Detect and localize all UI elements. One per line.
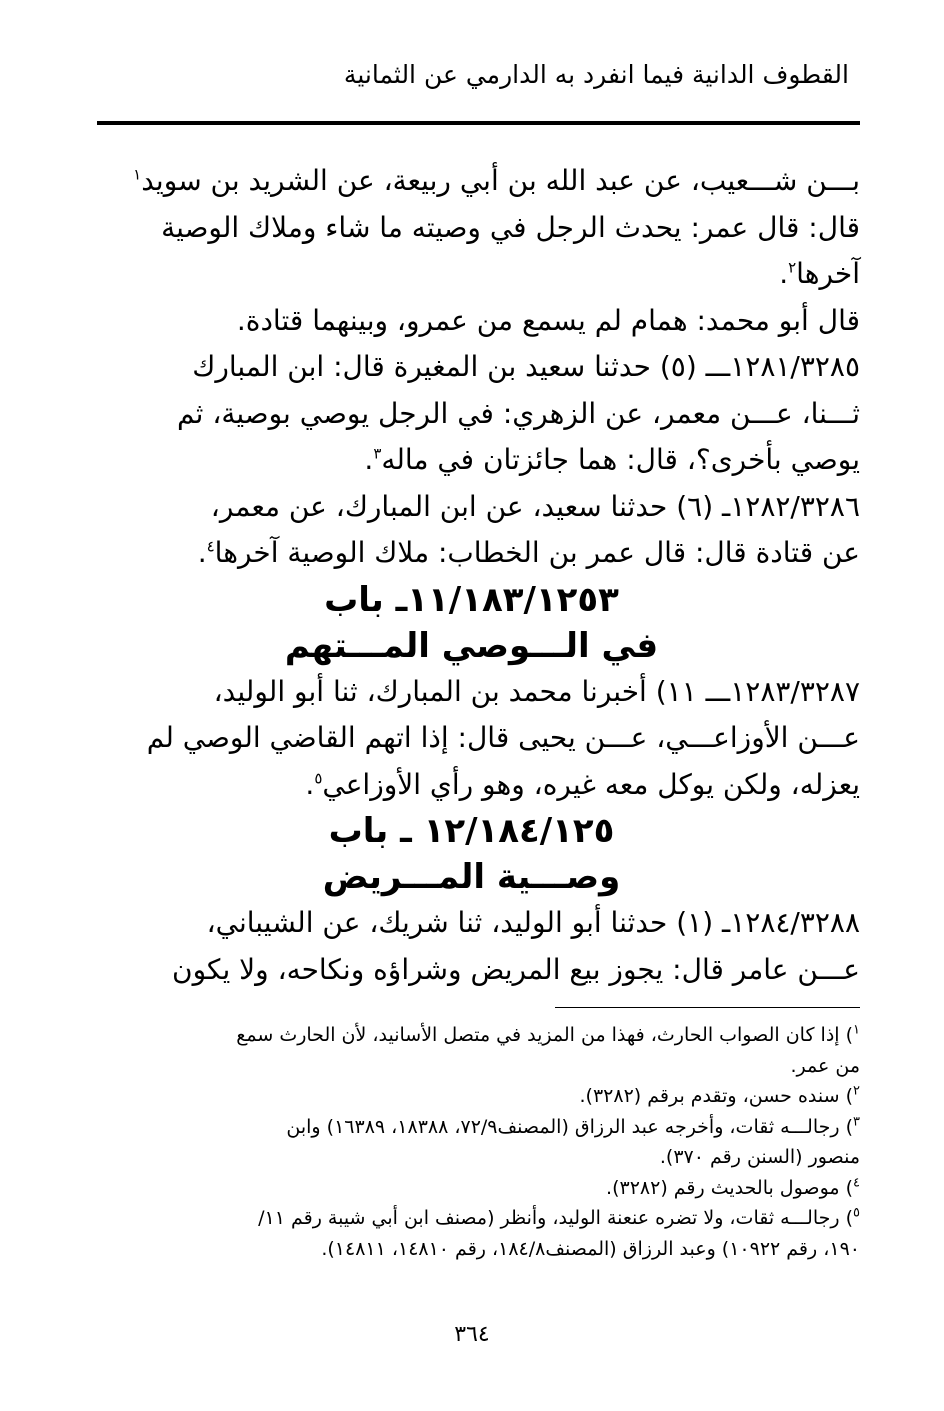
footnote-text: من عمر. bbox=[790, 1054, 860, 1077]
hadith-line: ١٢٨١/٣٢٨٥ـــ (٥) حدثنا سعيد بن المغيرة قال: ابن المبارك bbox=[192, 350, 860, 383]
text-line bbox=[83, 762, 860, 809]
footnote-line bbox=[80, 1112, 860, 1143]
text-line-content: يعزله، ولكن يوكل معه غيره، وهو رأي الأوزاعي bbox=[322, 767, 860, 801]
chapter-title-heading: وصـــية المـــريض bbox=[322, 857, 621, 897]
footnote-line bbox=[80, 1234, 860, 1265]
text-line: قال: قال عمر: يحدث الرجل في وصيته ما شاء وملاك الوصية bbox=[161, 210, 860, 244]
footnote-text: ١٩٠، رقم ١٠٩٢٢) وعبد الرزاق (المصنف١٨٤/٨، رقم ١٤٨١٠، ١٤٨١١). bbox=[321, 1237, 860, 1260]
text-line bbox=[83, 158, 860, 205]
running-head: القطوف الدانية فيما انفرد به الدارمي عن الثمانية bbox=[343, 60, 849, 89]
text-line: عـــن عامر قال: يجوز بيع المريض وشراؤه ونكاحه، ولا يكون bbox=[172, 952, 860, 986]
footnote-line bbox=[80, 1020, 860, 1051]
text-line-content: آخرها bbox=[796, 257, 860, 290]
footnote-ref[interactable]: ٤ bbox=[206, 537, 215, 556]
footnote-ref[interactable]: ٥ bbox=[314, 769, 323, 788]
text-line-content: يوصي بأخرى؟، قال: هما جائزتان في ماله bbox=[381, 443, 860, 476]
footnote-text: ) إذا كان الصواب الحارث، فهذا من المزيد في متصل الأسانيد، لأن الحارث سمع bbox=[236, 1024, 854, 1046]
text-line bbox=[83, 437, 860, 484]
chapter-title-heading: في الـــوصي المـــتهم bbox=[284, 625, 659, 666]
footnote-text: ) سنده حسن، وتقدم برقم (٣٢٨٢). bbox=[579, 1085, 854, 1107]
text-line: قال أبو محمد: همام لم يسمع من عمرو، وبينهما قتادة. bbox=[236, 303, 860, 337]
footnote-text: منصور (السنن رقم ٣٧٠). bbox=[659, 1146, 860, 1168]
footnote-line bbox=[80, 1142, 860, 1173]
hadith-line: ١٢٨٤/٣٢٨٨ـ (١) حدثنا أبو الوليد، ثنا شريك، عن الشيباني، bbox=[206, 906, 860, 939]
footnote-ref[interactable]: ١ bbox=[133, 165, 142, 184]
footnote-line bbox=[80, 1173, 860, 1204]
text-line-end: . bbox=[779, 257, 789, 290]
footnote-ref[interactable]: ٣ bbox=[373, 444, 382, 463]
page-number: ٣٦٤ bbox=[454, 1322, 490, 1347]
footnote-line bbox=[80, 1051, 860, 1082]
footnotes bbox=[80, 1020, 860, 1264]
footnote-text: ) رجالـــه ثقات، وأخرجه عبد الرزاق (المصنف٧٢/٩، ١٨٣٨٨، ١٦٣٨٩) وابن bbox=[286, 1115, 854, 1138]
text-line-end: . bbox=[305, 767, 315, 801]
hadith-line: ١٢٨٣/٣٢٨٧ـــ ١١) أخبرنا محمد بن المبارك، ثنا أبو الوليد، bbox=[213, 674, 860, 708]
text-line: ثـــنا، عـــن معمر، عن الزهري: في الرجل يوصي بوصية، ثم bbox=[176, 396, 860, 430]
footnote-number: ٥ bbox=[853, 1205, 860, 1221]
chapter-number-heading: ١٢/١٨٤/١٢٥ ـ باب bbox=[328, 811, 615, 851]
chapter-number-heading: ١١/١٨٣/١٢٥٣ـ باب bbox=[324, 579, 619, 620]
hadith-line: ١٢٨٢/٣٢٨٦ـ (٦) حدثنا سعيد، عن ابن المبارك، عن معمر، bbox=[210, 489, 860, 523]
text-line-end: . bbox=[364, 443, 374, 476]
text-line-content: عن قتادة قال: قال عمر بن الخطاب: ملاك الوصية آخرها bbox=[214, 536, 860, 569]
footnote-number: ٣ bbox=[853, 1114, 860, 1130]
text-line: عـــن الأوزاعـــي، عـــن يحيى قال: إذا اتهم القاضي الوصي لم bbox=[146, 721, 860, 754]
footnote-line bbox=[80, 1203, 860, 1234]
text-line-end: . bbox=[197, 536, 207, 569]
footnote-number: ١ bbox=[853, 1022, 860, 1038]
text-line bbox=[83, 530, 860, 577]
text-line-content: بـــن شـــعيب، عن عبد الله بن أبي ربيعة، عن الشريد بن سويد bbox=[141, 164, 860, 197]
main-text bbox=[83, 158, 860, 993]
footnote-text: ) رجالـــه ثقات، ولا تضره عنعنة الوليد، وأنظر (مصنف ابن أبي شيبة رقم ١١/ bbox=[258, 1207, 854, 1229]
footnote-number: ٤ bbox=[853, 1175, 860, 1191]
footnote-line bbox=[80, 1081, 860, 1112]
text-line bbox=[83, 251, 860, 298]
footnote-number: ٢ bbox=[853, 1083, 860, 1099]
footnote-rule bbox=[555, 1007, 860, 1008]
header-rule bbox=[97, 121, 860, 125]
footnote-ref[interactable]: ٢ bbox=[788, 258, 797, 277]
footnote-text: ) موصول بالحديث رقم (٣٢٨٢). bbox=[606, 1176, 854, 1199]
